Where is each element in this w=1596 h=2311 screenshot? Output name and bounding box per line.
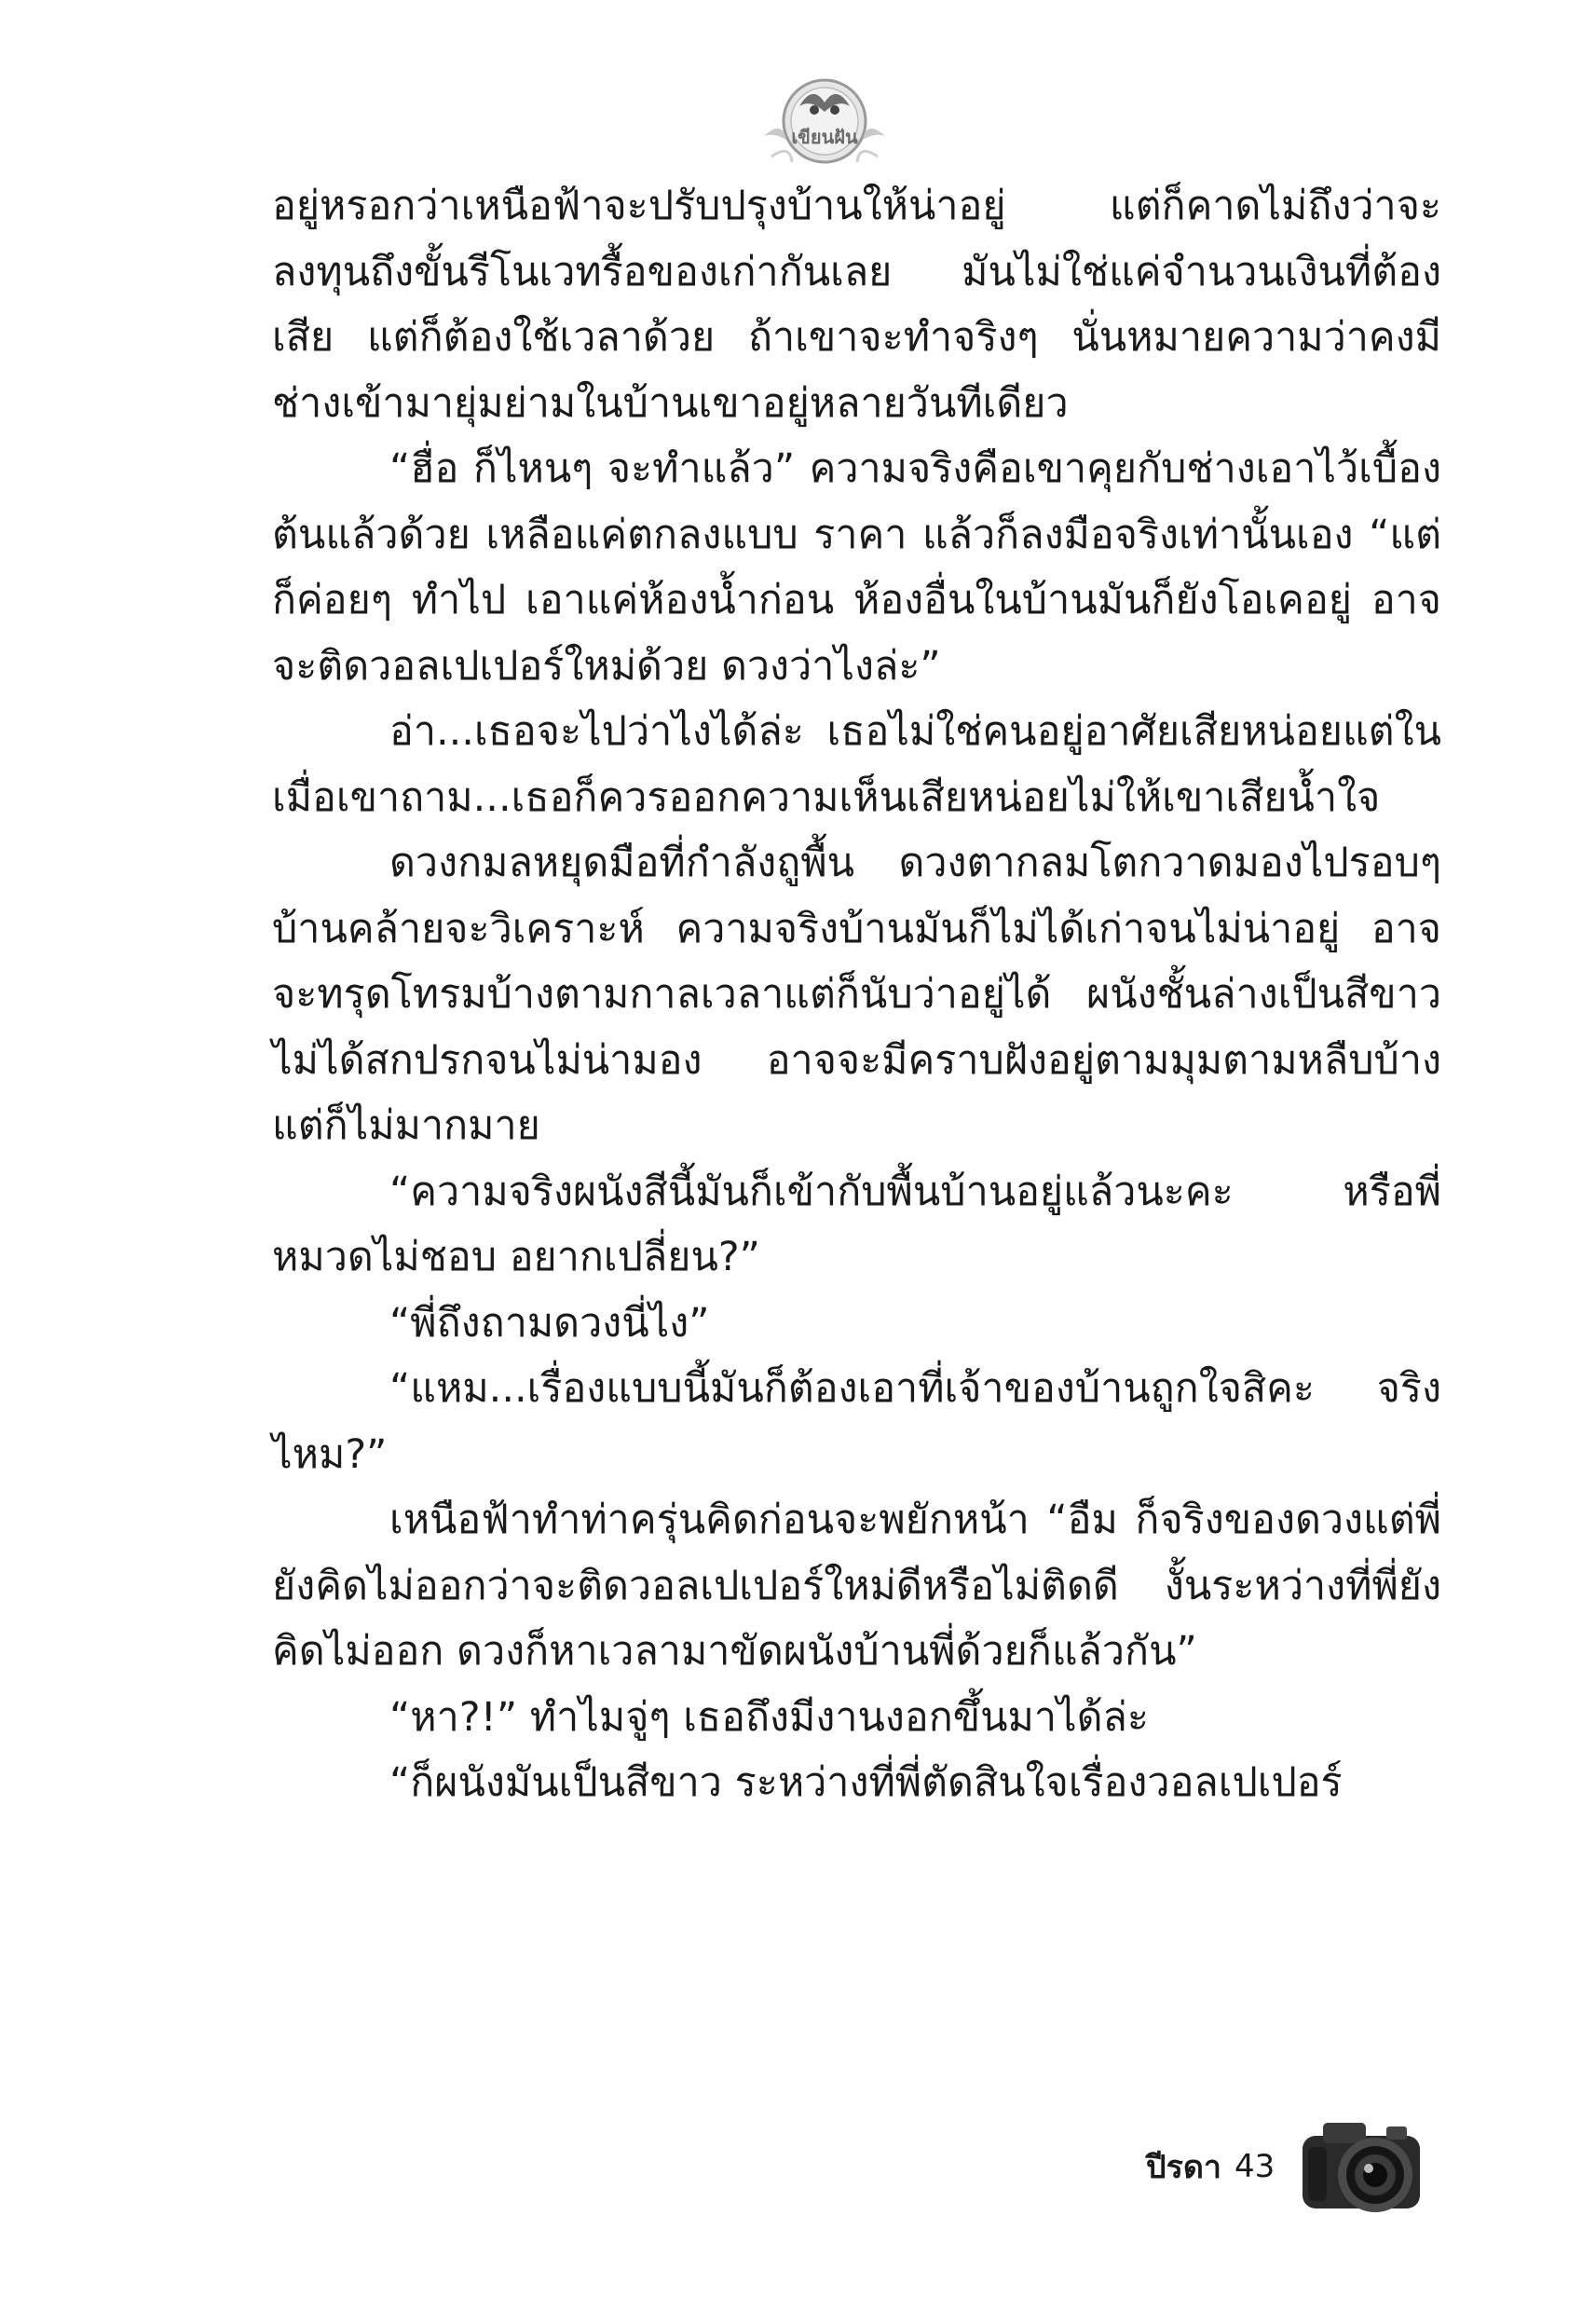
paragraph: ดวงกมลหยุดมือที่กำลังถูพื้น ดวงตากลมโตกวาดมองไปรอบๆ บ้านคล้ายจะวิเคราะห์ ความจริงบ้านมันก็ไม่ได้เก่าจนไม่น่าอยู่ อาจจะทรุดโทรมบ้างตามกาลเวลาแต่ก็นับว่าอยู่ได้ ผนังชั้นล่างเป็นสีขาว ไม่ได้สกปรกจนไม่น่ามอง อาจจะมีคราบฝังอยู่ตามมุมตามหลืบบ้าง แต่ก็ไม่มากมาย	[272, 840, 1441, 1149]
paragraph: “หา?!” ทำไมจู่ๆ เธอถึงมีงานงอกขึ้นมาได้ล่ะ	[389, 1693, 1150, 1741]
logo-text: เขียนฝัน	[791, 126, 858, 148]
page-footer	[1146, 2115, 1435, 2218]
paragraph: “พี่ถึงถามดวงนี่ไง”	[389, 1299, 710, 1347]
book-title: ปีรดา	[1146, 2149, 1222, 2186]
paragraph: เหนือฟ้าทำท่าครุ่นคิดก่อนจะพยักหน้า “อืม ก็จริงของดวงแต่พี่ยังคิดไม่ออกว่าจะติดวอลเปเปอร์ใหม่ดีหรือไม่ติดดี งั้นระหว่างที่พี่ยังคิดไม่ออก ดวงก็หาเวลามาขัดผนังบ้านพี่ด้วยก็แล้วกัน”	[272, 1497, 1441, 1675]
paragraph: อ่า...เธอจะไปว่าไงได้ล่ะ เธอไม่ใช่คนอยู่อาศัยเสียหน่อยแต่ในเมื่อเขาถาม...เธอก็ควรออกความเห็นเสียหน่อยไม่ให้เขาเสียน้ำใจ	[272, 708, 1441, 821]
paragraph: “ก็ผนังมันเป็นสีขาว ระหว่างที่พี่ตัดสินใจเรื่องวอลเปเปอร์	[389, 1759, 1343, 1806]
page-number: 43	[1235, 2148, 1275, 2185]
paragraph: “แหม...เรื่องแบบนี้มันก็ต้องเอาที่เจ้าของบ้านถูกใจสิคะ จริงไหม?”	[272, 1365, 1441, 1478]
page-body	[272, 173, 1441, 1816]
paragraph: “ฮื่อ ก็ไหนๆ จะทำแล้ว” ความจริงคือเขาคุยกับช่างเอาไว้เบื้องต้นแล้วด้วย เหลือแค่ตกลงแบบ ราคา แล้วก็ลงมือจริงเท่านั้นเอง “แต่ก็ค่อยๆ ทำไป เอาแค่ห้องน้ำก่อน ห้องอื่นในบ้านมันก็ยังโอเคอยู่ อาจจะติดวอลเปเปอร์ใหม่ด้วย ดวงว่าไงล่ะ”	[272, 445, 1441, 690]
paragraph: อยู่หรอกว่าเหนือฟ้าจะปรับปรุงบ้านให้น่าอยู่ แต่ก็คาดไม่ถึงว่าจะลงทุนถึงขั้นรีโนเวทรื้อของเก่ากันเลย มันไม่ใช่แค่จำนวนเงินที่ต้องเสีย แต่ก็ต้องใช้เวลาด้วย ถ้าเขาจะทำจริงๆ นั่นหมายความว่าคงมีช่างเข้ามายุ่มย่ามในบ้านเขาอยู่หลายวันทีเดียว	[272, 183, 1441, 427]
paragraph: “ความจริงผนังสีนี้มันก็เข้ากับพื้นบ้านอยู่แล้วนะคะ หรือพี่หมวดไม่ชอบ อยากเปลี่ยน?”	[272, 1168, 1441, 1280]
camera-icon	[1295, 2115, 1435, 2218]
